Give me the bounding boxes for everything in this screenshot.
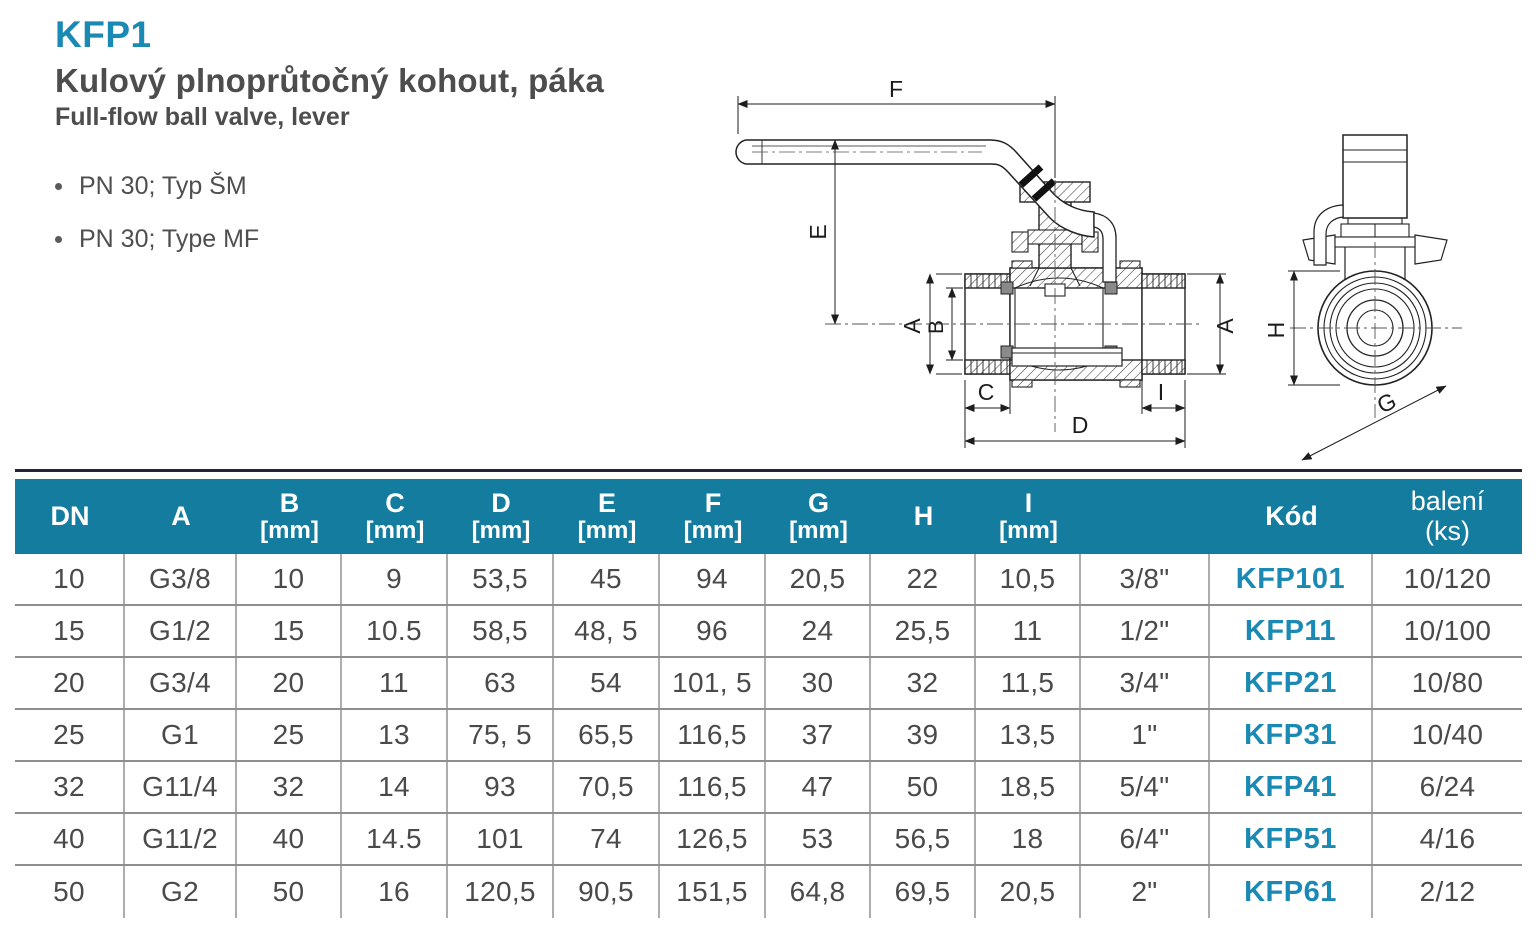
- technical-drawing: [690, 80, 1538, 475]
- cell-dn: 40: [15, 814, 125, 864]
- cell-h: 32: [871, 658, 976, 708]
- cell-f: 96: [660, 606, 766, 656]
- column-header-kod: [1210, 479, 1373, 554]
- cell-size: 2": [1081, 866, 1210, 918]
- table-row: [15, 866, 1522, 918]
- cell-i: 11: [976, 606, 1081, 656]
- cell-b: 50: [237, 866, 342, 918]
- feature-item: [55, 223, 259, 255]
- column-header-label: DN: [50, 500, 90, 531]
- column-header-g: [766, 479, 871, 554]
- cell-f: 116,5: [660, 762, 766, 812]
- column-header-i: [976, 479, 1081, 554]
- dim-label-e: E: [805, 224, 831, 240]
- cell-h: 50: [871, 762, 976, 812]
- table-row: [15, 606, 1522, 658]
- cell-dn: 25: [15, 710, 125, 760]
- cell-i: 13,5: [976, 710, 1081, 760]
- dim-label-d: D: [1071, 412, 1089, 438]
- bullet-icon: [55, 236, 62, 243]
- cell-f: 151,5: [660, 866, 766, 918]
- cell-dn: 15: [15, 606, 125, 656]
- table-header-row: [15, 479, 1522, 554]
- cell-g: 37: [766, 710, 871, 760]
- cell-size: 3/8": [1081, 554, 1210, 604]
- dim-label-c: C: [977, 379, 995, 405]
- cell-size: 6/4": [1081, 814, 1210, 864]
- end-view: [1290, 135, 1462, 418]
- dim-label-g: G: [1372, 387, 1401, 419]
- cell-b: 15: [237, 606, 342, 656]
- dim-label-i: I: [1157, 379, 1165, 405]
- dim-label-f: F: [888, 80, 904, 102]
- cell-c: 9: [342, 554, 448, 604]
- cell-e: 54: [554, 658, 660, 708]
- cell-d: 120,5: [448, 866, 554, 918]
- spec-table: [15, 469, 1522, 918]
- column-header-label: C: [385, 487, 405, 518]
- cell-h: 25,5: [871, 606, 976, 656]
- cell-a: G1: [125, 710, 237, 760]
- cell-product-code: KFP41: [1210, 762, 1373, 812]
- cell-size: 5/4": [1081, 762, 1210, 812]
- cell-g: 47: [766, 762, 871, 812]
- cell-packaging: 2/12: [1419, 876, 1476, 907]
- cell-dn: 50: [15, 866, 125, 918]
- table-body: [15, 554, 1522, 918]
- cell-d: 53,5: [448, 554, 554, 604]
- table-top-rule: [15, 469, 1522, 472]
- column-header-c: [342, 479, 448, 554]
- cell-packaging: 10/120: [1403, 563, 1492, 594]
- cell-d: 63: [448, 658, 554, 708]
- cell-c: 14: [342, 762, 448, 812]
- column-header-h: [871, 479, 976, 554]
- column-header-label: G: [807, 487, 829, 518]
- table-row: [15, 658, 1522, 710]
- cell-i: 18: [976, 814, 1081, 864]
- cell-e: 48, 5: [554, 606, 660, 656]
- cell-a: G11/2: [125, 814, 237, 864]
- cell-e: 74: [554, 814, 660, 864]
- cell-h: 22: [871, 554, 976, 604]
- feature-item: [55, 170, 259, 202]
- cell-dn: 32: [15, 762, 125, 812]
- column-header-sub: [mm]: [365, 517, 425, 545]
- cell-product-code: KFP51: [1210, 814, 1373, 864]
- column-header-sub: [mm]: [577, 517, 637, 545]
- cell-c: 13: [342, 710, 448, 760]
- cell-product-code: KFP101: [1210, 554, 1373, 604]
- table-row: [15, 762, 1522, 814]
- cell-b: 10: [237, 554, 342, 604]
- cell-i: 18,5: [976, 762, 1081, 812]
- cell-h: 56,5: [871, 814, 976, 864]
- cell-size: 1": [1081, 710, 1210, 760]
- cell-i: 11,5: [976, 658, 1081, 708]
- cell-e: 90,5: [554, 866, 660, 918]
- cell-h: 69,5: [871, 866, 976, 918]
- product-code: KFP1: [55, 14, 152, 55]
- cell-e: 70,5: [554, 762, 660, 812]
- cell-h: 39: [871, 710, 976, 760]
- cell-size: 3/4": [1081, 658, 1210, 708]
- cell-f: 116,5: [660, 710, 766, 760]
- cell-a: G3/4: [125, 658, 237, 708]
- cell-dn: 10: [15, 554, 125, 604]
- cell-b: 25: [237, 710, 342, 760]
- column-header-label: F: [704, 487, 722, 518]
- cell-b: 20: [237, 658, 342, 708]
- dim-label-a-left: A: [899, 318, 925, 334]
- cell-a: G11/4: [125, 762, 237, 812]
- feature-list: [55, 170, 259, 276]
- product-header: [55, 14, 695, 132]
- cell-product-code: KFP31: [1210, 710, 1373, 760]
- cell-packaging: 10/80: [1411, 667, 1484, 698]
- cell-packaging: 10/100: [1403, 615, 1492, 646]
- cell-g: 64,8: [766, 866, 871, 918]
- cell-b: 40: [237, 814, 342, 864]
- product-title-cs: Kulový plnoprůtočný kohout, páka: [55, 62, 605, 99]
- cell-c: 14.5: [342, 814, 448, 864]
- cell-a: G3/8: [125, 554, 237, 604]
- cell-product-code: KFP11: [1210, 606, 1373, 656]
- cell-g: 30: [766, 658, 871, 708]
- cell-i: 20,5: [976, 866, 1081, 918]
- cell-d: 101: [448, 814, 554, 864]
- cell-c: 16: [342, 866, 448, 918]
- cell-packaging: 10/40: [1411, 719, 1484, 750]
- column-header-sub: (ks): [1425, 515, 1470, 546]
- column-header-a: [125, 479, 237, 554]
- column-header-sub: [mm]: [471, 517, 531, 545]
- column-header-baleni: [1373, 479, 1522, 554]
- dim-label-h: H: [1263, 321, 1289, 339]
- table-row: [15, 710, 1522, 762]
- cell-product-code: KFP21: [1210, 658, 1373, 708]
- cell-f: 126,5: [660, 814, 766, 864]
- cell-d: 93: [448, 762, 554, 812]
- cell-e: 45: [554, 554, 660, 604]
- cell-d: 75, 5: [448, 710, 554, 760]
- valve-drawing-svg: [690, 80, 1538, 475]
- column-header-sub: [mm]: [789, 517, 848, 545]
- column-header-label: B: [279, 487, 300, 518]
- product-title-en: Full-flow ball valve, lever: [55, 103, 350, 131]
- column-header-label: A: [171, 500, 191, 531]
- column-header-label: Kód: [1265, 500, 1318, 531]
- cell-f: 94: [660, 554, 766, 604]
- cell-g: 20,5: [766, 554, 871, 604]
- column-header-size: [1081, 479, 1210, 554]
- column-header-f: [660, 479, 766, 554]
- column-header-sub: [mm]: [999, 517, 1058, 545]
- cell-e: 65,5: [554, 710, 660, 760]
- cell-product-code: KFP61: [1210, 866, 1373, 918]
- column-header-dn: [15, 479, 125, 554]
- cell-g: 24: [766, 606, 871, 656]
- table-row: [15, 814, 1522, 866]
- cell-i: 10,5: [976, 554, 1081, 604]
- cell-c: 10.5: [342, 606, 448, 656]
- column-header-sub: [mm]: [683, 517, 743, 545]
- cell-packaging: 4/16: [1419, 823, 1476, 854]
- bullet-icon: [55, 183, 62, 190]
- cell-c: 11: [342, 658, 448, 708]
- column-header-sub: [mm]: [260, 517, 319, 545]
- feature-text: PN 30; Type MF: [79, 224, 260, 253]
- dim-label-a-right: A: [1212, 318, 1238, 334]
- feature-text: PN 30; Typ ŠM: [79, 171, 247, 200]
- cell-size: 1/2": [1081, 606, 1210, 656]
- table-row: [15, 554, 1522, 606]
- dim-label-b: B: [925, 319, 948, 335]
- column-header-label: E: [597, 487, 616, 518]
- cell-packaging: 6/24: [1419, 771, 1476, 802]
- cell-g: 53: [766, 814, 871, 864]
- column-header-label: D: [491, 487, 511, 518]
- cell-b: 32: [237, 762, 342, 812]
- cell-d: 58,5: [448, 606, 554, 656]
- cell-f: 101, 5: [660, 658, 766, 708]
- column-header-b: [237, 479, 342, 554]
- column-header-label: H: [913, 500, 934, 531]
- side-view: [736, 140, 1202, 432]
- cell-a: G1/2: [125, 606, 237, 656]
- column-header-d: [448, 479, 554, 554]
- column-header-e: [554, 479, 660, 554]
- column-header-label: I: [1024, 487, 1033, 518]
- cell-dn: 20: [15, 658, 125, 708]
- cell-a: G2: [125, 866, 237, 918]
- column-header-label: balení: [1410, 486, 1485, 517]
